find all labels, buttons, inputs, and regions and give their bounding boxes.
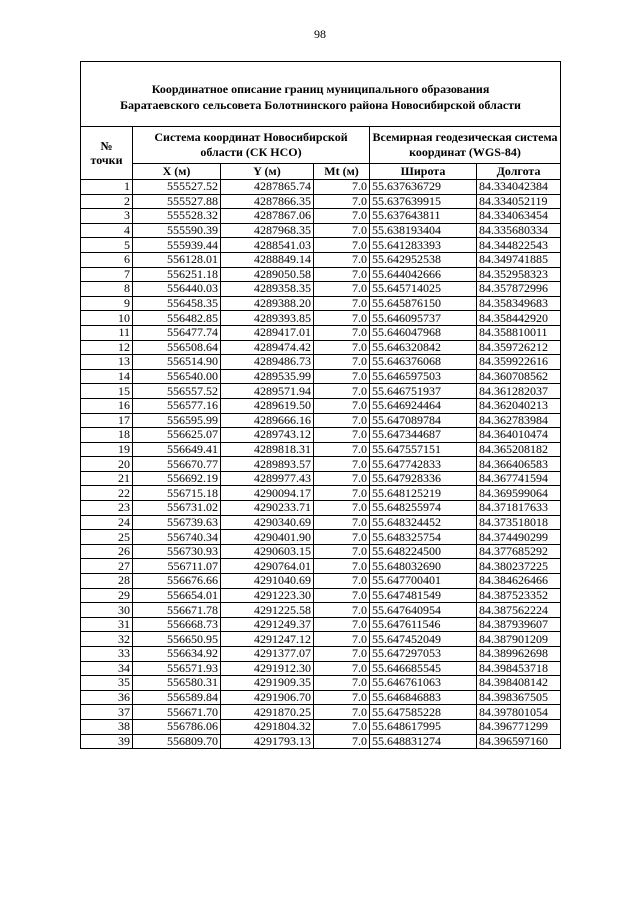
y-header: Y (м) [221, 164, 314, 180]
y-value: 4289535.99 [221, 369, 314, 384]
x-value: 556482.85 [133, 311, 221, 326]
latitude-value: 55.647742833 [370, 457, 477, 472]
y-value: 4290094.17 [221, 486, 314, 501]
table-row [81, 457, 561, 472]
x-value: 556440.03 [133, 282, 221, 297]
table-row [81, 603, 561, 618]
x-value: 556589.84 [133, 690, 221, 705]
longitude-value: 84.397801054 [477, 705, 561, 720]
x-value: 556625.07 [133, 428, 221, 443]
latitude-value: 55.647297053 [370, 647, 477, 662]
latitude-value: 55.646846883 [370, 690, 477, 705]
point-number: 21 [81, 471, 133, 486]
longitude-value: 84.374490299 [477, 530, 561, 545]
latitude-value: 55.648325754 [370, 530, 477, 545]
x-value: 555528.32 [133, 209, 221, 224]
y-value: 4290603.15 [221, 544, 314, 559]
latitude-value: 55.648032690 [370, 559, 477, 574]
latitude-value: 55.648224500 [370, 544, 477, 559]
latitude-value: 55.645876150 [370, 296, 477, 311]
latitude-value: 55.647557151 [370, 442, 477, 457]
longitude-value: 84.396597160 [477, 734, 561, 749]
mt-value: 7.0 [314, 194, 370, 209]
x-value: 556595.99 [133, 413, 221, 428]
latitude-value: 55.647089784 [370, 413, 477, 428]
mt-value: 7.0 [314, 574, 370, 589]
latitude-value: 55.646320842 [370, 340, 477, 355]
mt-value: 7.0 [314, 705, 370, 720]
latitude-value: 55.647640954 [370, 603, 477, 618]
longitude-value: 84.362040213 [477, 398, 561, 413]
latitude-value: 55.647344687 [370, 428, 477, 443]
table-row [81, 252, 561, 267]
table-row [81, 238, 561, 253]
longitude-value: 84.371817633 [477, 501, 561, 516]
mt-header: Mt (м) [314, 164, 370, 180]
table-row [81, 340, 561, 355]
x-value: 556508.64 [133, 340, 221, 355]
x-value: 556671.78 [133, 603, 221, 618]
latitude-value: 55.647452049 [370, 632, 477, 647]
latitude-value: 55.647585228 [370, 705, 477, 720]
longitude-value: 84.358349683 [477, 296, 561, 311]
nso-system-header: Система координат Новосибирской области (СК НСО) [133, 127, 370, 164]
longitude-value: 84.398408142 [477, 676, 561, 691]
point-number: 15 [81, 384, 133, 399]
point-number: 20 [81, 457, 133, 472]
point-number: 12 [81, 340, 133, 355]
table-body [81, 180, 561, 749]
x-value: 556668.73 [133, 617, 221, 632]
table-row [81, 355, 561, 370]
point-number: 29 [81, 588, 133, 603]
latitude-value: 55.646924464 [370, 398, 477, 413]
mt-value: 7.0 [314, 647, 370, 662]
x-value: 556580.31 [133, 676, 221, 691]
x-value: 556692.19 [133, 471, 221, 486]
point-number: 18 [81, 428, 133, 443]
mt-value: 7.0 [314, 311, 370, 326]
point-number: 33 [81, 647, 133, 662]
mt-value: 7.0 [314, 559, 370, 574]
table-row [81, 180, 561, 195]
latitude-value: 55.647481549 [370, 588, 477, 603]
mt-value: 7.0 [314, 471, 370, 486]
latitude-value: 55.647700401 [370, 574, 477, 589]
point-number: 10 [81, 311, 133, 326]
x-value: 556649.41 [133, 442, 221, 457]
table-row [81, 617, 561, 632]
longitude-value: 84.387939607 [477, 617, 561, 632]
y-value: 4290233.71 [221, 501, 314, 516]
point-number: 31 [81, 617, 133, 632]
longitude-value: 84.358442920 [477, 311, 561, 326]
table-row [81, 384, 561, 399]
x-value: 555527.88 [133, 194, 221, 209]
y-value: 4289474.42 [221, 340, 314, 355]
table-row [81, 530, 561, 545]
y-value: 4289893.57 [221, 457, 314, 472]
longitude-value: 84.398453718 [477, 661, 561, 676]
longitude-value: 84.362783984 [477, 413, 561, 428]
point-number: 25 [81, 530, 133, 545]
longitude-value: 84.367741594 [477, 471, 561, 486]
point-number: 26 [81, 544, 133, 559]
table-row [81, 428, 561, 443]
point-number: 1 [81, 180, 133, 195]
x-value: 556676.66 [133, 574, 221, 589]
mt-value: 7.0 [314, 676, 370, 691]
mt-value: 7.0 [314, 282, 370, 297]
mt-value: 7.0 [314, 486, 370, 501]
mt-value: 7.0 [314, 442, 370, 457]
x-value: 556671.70 [133, 705, 221, 720]
y-value: 4291909.35 [221, 676, 314, 691]
y-value: 4289977.43 [221, 471, 314, 486]
x-value: 556809.70 [133, 734, 221, 749]
longitude-value: 84.335680334 [477, 223, 561, 238]
latitude-value: 55.638193404 [370, 223, 477, 238]
mt-value: 7.0 [314, 369, 370, 384]
mt-value: 7.0 [314, 209, 370, 224]
y-value: 4288541.03 [221, 238, 314, 253]
x-value: 556571.93 [133, 661, 221, 676]
table-row [81, 194, 561, 209]
point-number: 14 [81, 369, 133, 384]
x-value: 556731.02 [133, 501, 221, 516]
longitude-value: 84.344822543 [477, 238, 561, 253]
table-row [81, 690, 561, 705]
latitude-value: 55.646761063 [370, 676, 477, 691]
y-value: 4291223.30 [221, 588, 314, 603]
y-value: 4289818.31 [221, 442, 314, 457]
table-row [81, 574, 561, 589]
longitude-value: 84.358810011 [477, 325, 561, 340]
longitude-value: 84.387562224 [477, 603, 561, 618]
x-value: 556634.92 [133, 647, 221, 662]
longitude-value: 84.373518018 [477, 515, 561, 530]
mt-value: 7.0 [314, 325, 370, 340]
x-value: 556514.90 [133, 355, 221, 370]
table-row [81, 719, 561, 734]
point-number: 8 [81, 282, 133, 297]
latitude-value: 55.648831274 [370, 734, 477, 749]
latitude-value: 55.646751937 [370, 384, 477, 399]
point-number: 11 [81, 325, 133, 340]
mt-value: 7.0 [314, 515, 370, 530]
point-number: 3 [81, 209, 133, 224]
table-row [81, 661, 561, 676]
y-value: 4291249.37 [221, 617, 314, 632]
y-value: 4291906.70 [221, 690, 314, 705]
table-row [81, 209, 561, 224]
table-row [81, 705, 561, 720]
longitude-value: 84.387901209 [477, 632, 561, 647]
longitude-value: 84.369599064 [477, 486, 561, 501]
mt-value: 7.0 [314, 413, 370, 428]
longitude-value: 84.387523352 [477, 588, 561, 603]
mt-value: 7.0 [314, 617, 370, 632]
title-line-1: Координатное описание границ муниципального образования [151, 82, 490, 96]
y-value: 4290340.69 [221, 515, 314, 530]
x-value: 556730.93 [133, 544, 221, 559]
longitude-header: Долгота [477, 164, 561, 180]
latitude-value: 55.647611546 [370, 617, 477, 632]
y-value: 4289486.73 [221, 355, 314, 370]
y-value: 4289619.50 [221, 398, 314, 413]
point-number: 28 [81, 574, 133, 589]
table-row [81, 442, 561, 457]
point-number: 13 [81, 355, 133, 370]
point-number: 7 [81, 267, 133, 282]
x-value: 556740.34 [133, 530, 221, 545]
point-number-header-line2: точки [90, 153, 123, 167]
mt-value: 7.0 [314, 340, 370, 355]
latitude-value: 55.637636729 [370, 180, 477, 195]
longitude-value: 84.384626466 [477, 574, 561, 589]
y-value: 4289571.94 [221, 384, 314, 399]
point-number-header [81, 127, 133, 180]
point-number: 23 [81, 501, 133, 516]
mt-value: 7.0 [314, 384, 370, 399]
mt-value: 7.0 [314, 267, 370, 282]
table-row [81, 471, 561, 486]
longitude-value: 84.357872996 [477, 282, 561, 297]
mt-value: 7.0 [314, 223, 370, 238]
latitude-value: 55.641283393 [370, 238, 477, 253]
y-value: 4287867.06 [221, 209, 314, 224]
table-row [81, 369, 561, 384]
mt-value: 7.0 [314, 238, 370, 253]
longitude-value: 84.352958323 [477, 267, 561, 282]
y-value: 4289050.58 [221, 267, 314, 282]
latitude-header: Широта [370, 164, 477, 180]
table-row [81, 559, 561, 574]
mt-value: 7.0 [314, 180, 370, 195]
mt-value: 7.0 [314, 428, 370, 443]
point-number: 2 [81, 194, 133, 209]
longitude-value: 84.359922616 [477, 355, 561, 370]
mt-value: 7.0 [314, 661, 370, 676]
table-row [81, 544, 561, 559]
latitude-value: 55.648125219 [370, 486, 477, 501]
mt-value: 7.0 [314, 544, 370, 559]
y-value: 4291040.69 [221, 574, 314, 589]
point-number: 36 [81, 690, 133, 705]
mt-value: 7.0 [314, 588, 370, 603]
latitude-value: 55.648324452 [370, 515, 477, 530]
table-row [81, 647, 561, 662]
longitude-value: 84.398367505 [477, 690, 561, 705]
y-value: 4291804.32 [221, 719, 314, 734]
point-number: 24 [81, 515, 133, 530]
point-number: 27 [81, 559, 133, 574]
latitude-value: 55.646376068 [370, 355, 477, 370]
longitude-value: 84.334063454 [477, 209, 561, 224]
y-value: 4290764.01 [221, 559, 314, 574]
x-value: 556577.16 [133, 398, 221, 413]
table-row [81, 398, 561, 413]
latitude-value: 55.646685545 [370, 661, 477, 676]
point-number: 9 [81, 296, 133, 311]
point-number: 4 [81, 223, 133, 238]
y-value: 4288849.14 [221, 252, 314, 267]
table-row [81, 486, 561, 501]
y-value: 4291793.13 [221, 734, 314, 749]
table-row [81, 413, 561, 428]
table-row [81, 632, 561, 647]
longitude-value: 84.365208182 [477, 442, 561, 457]
table-row [81, 267, 561, 282]
latitude-value: 55.637643811 [370, 209, 477, 224]
mt-value: 7.0 [314, 398, 370, 413]
point-number: 30 [81, 603, 133, 618]
table-row [81, 296, 561, 311]
point-number: 34 [81, 661, 133, 676]
mt-value: 7.0 [314, 355, 370, 370]
y-value: 4289417.01 [221, 325, 314, 340]
table-row [81, 588, 561, 603]
latitude-value: 55.648617995 [370, 719, 477, 734]
x-value: 556670.77 [133, 457, 221, 472]
coordinates-table [80, 61, 561, 749]
longitude-value: 84.334042384 [477, 180, 561, 195]
page-number: 98 [314, 27, 326, 41]
mt-value: 7.0 [314, 719, 370, 734]
mt-value: 7.0 [314, 734, 370, 749]
y-value: 4289393.85 [221, 311, 314, 326]
x-value: 556654.01 [133, 588, 221, 603]
latitude-value: 55.646047968 [370, 325, 477, 340]
point-number: 6 [81, 252, 133, 267]
latitude-value: 55.645714025 [370, 282, 477, 297]
y-value: 4287968.35 [221, 223, 314, 238]
longitude-value: 84.361282037 [477, 384, 561, 399]
longitude-value: 84.389962698 [477, 647, 561, 662]
longitude-value: 84.396771299 [477, 719, 561, 734]
y-value: 4287865.74 [221, 180, 314, 195]
point-number: 39 [81, 734, 133, 749]
longitude-value: 84.380237225 [477, 559, 561, 574]
x-value: 556128.01 [133, 252, 221, 267]
mt-value: 7.0 [314, 252, 370, 267]
table-title [81, 62, 561, 127]
x-value: 556458.35 [133, 296, 221, 311]
point-number: 37 [81, 705, 133, 720]
latitude-value: 55.648255974 [370, 501, 477, 516]
x-header: X (м) [133, 164, 221, 180]
mt-value: 7.0 [314, 501, 370, 516]
point-number: 16 [81, 398, 133, 413]
latitude-value: 55.646095737 [370, 311, 477, 326]
x-value: 556557.52 [133, 384, 221, 399]
table-row [81, 676, 561, 691]
longitude-value: 84.349741885 [477, 252, 561, 267]
x-value: 556711.07 [133, 559, 221, 574]
y-value: 4291225.58 [221, 603, 314, 618]
point-number: 38 [81, 719, 133, 734]
point-number-header-line1: № [100, 139, 113, 153]
table-row [81, 501, 561, 516]
mt-value: 7.0 [314, 632, 370, 647]
table-row [81, 734, 561, 749]
longitude-value: 84.377685292 [477, 544, 561, 559]
x-value: 556739.63 [133, 515, 221, 530]
table-row [81, 325, 561, 340]
longitude-value: 84.366406583 [477, 457, 561, 472]
y-value: 4290401.90 [221, 530, 314, 545]
y-value: 4289666.16 [221, 413, 314, 428]
x-value: 555527.52 [133, 180, 221, 195]
x-value: 556715.18 [133, 486, 221, 501]
y-value: 4289743.12 [221, 428, 314, 443]
longitude-value: 84.360708562 [477, 369, 561, 384]
x-value: 556477.74 [133, 325, 221, 340]
table-row [81, 311, 561, 326]
y-value: 4291912.30 [221, 661, 314, 676]
point-number: 17 [81, 413, 133, 428]
x-value: 556251.18 [133, 267, 221, 282]
y-value: 4291870.25 [221, 705, 314, 720]
x-value: 555939.44 [133, 238, 221, 253]
table-row [81, 223, 561, 238]
y-value: 4289388.20 [221, 296, 314, 311]
point-number: 19 [81, 442, 133, 457]
y-value: 4291377.07 [221, 647, 314, 662]
latitude-value: 55.637639915 [370, 194, 477, 209]
mt-value: 7.0 [314, 530, 370, 545]
point-number: 22 [81, 486, 133, 501]
mt-value: 7.0 [314, 296, 370, 311]
x-value: 556786.06 [133, 719, 221, 734]
latitude-value: 55.642952538 [370, 252, 477, 267]
x-value: 555590.39 [133, 223, 221, 238]
wgs-system-header: Всемирная геодезическая система координат (WGS-84) [370, 127, 561, 164]
y-value: 4289358.35 [221, 282, 314, 297]
latitude-value: 55.647928336 [370, 471, 477, 486]
latitude-value: 55.646597503 [370, 369, 477, 384]
point-number: 32 [81, 632, 133, 647]
table-row [81, 282, 561, 297]
latitude-value: 55.644042666 [370, 267, 477, 282]
table-row [81, 515, 561, 530]
mt-value: 7.0 [314, 690, 370, 705]
mt-value: 7.0 [314, 603, 370, 618]
x-value: 556540.00 [133, 369, 221, 384]
longitude-value: 84.359726212 [477, 340, 561, 355]
x-value: 556650.95 [133, 632, 221, 647]
y-value: 4291247.12 [221, 632, 314, 647]
mt-value: 7.0 [314, 457, 370, 472]
title-line-2: Баратаевского сельсовета Болотнинского района Новосибирской области [120, 98, 521, 112]
longitude-value: 84.334052119 [477, 194, 561, 209]
y-value: 4287866.35 [221, 194, 314, 209]
point-number: 35 [81, 676, 133, 691]
point-number: 5 [81, 238, 133, 253]
longitude-value: 84.364010474 [477, 428, 561, 443]
